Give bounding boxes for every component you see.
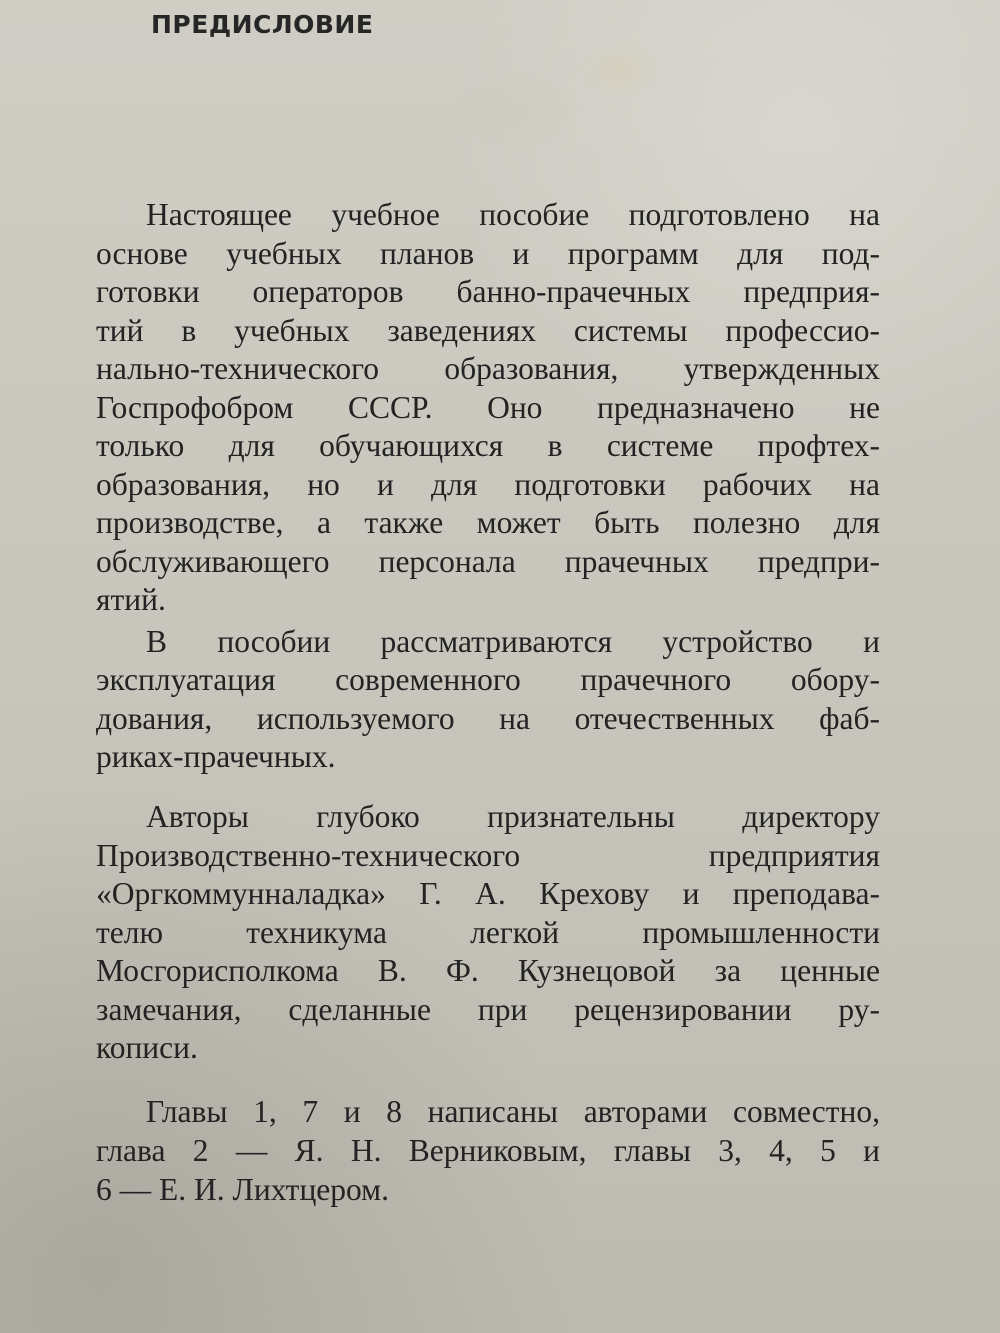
text-line: кописи. [96, 1030, 198, 1065]
text-line: замечания, сделанные при рецензировании ру- [96, 992, 880, 1027]
text-line: готовки операторов банно-прачечных предприя- [96, 274, 880, 309]
text-line: Авторы глубоко признательны директору [146, 799, 880, 834]
text-line: обслуживающего персонала прачечных предпри- [96, 544, 880, 579]
page-heading: ПРЕДИСЛОВИЕ [151, 10, 374, 39]
text-line: дования, используемого на отечественных фаб- [96, 701, 880, 736]
text-line: Главы 1, 7 и 8 написаны авторами совместно, [146, 1094, 880, 1129]
text-line: производстве, а также может быть полезно для [96, 505, 880, 540]
text-line: нально-технического образования, утвержденных [96, 351, 880, 386]
text-line: Настоящее учебное пособие подготовлено на [146, 197, 880, 232]
text-line: эксплуатация современного прачечного обору- [96, 662, 880, 697]
text-line: «Оргкоммунналадка» Г. А. Крехову и преподава- [96, 876, 880, 911]
text-line: телю техникума легкой промышленности [96, 915, 880, 950]
text-line: основе учебных планов и программ для под- [96, 236, 880, 271]
text-line: Госпрофобром СССР. Оно предназначено не [96, 390, 880, 425]
text-line: только для обучающихся в системе профтех- [96, 428, 880, 463]
text-line: 6 — Е. И. Лихтцером. [96, 1172, 389, 1207]
text-line: В пособии рассматриваются устройство и [146, 624, 880, 659]
text-line: тий в учебных заведениях системы профессио- [96, 313, 880, 348]
text-line: образования, но и для подготовки рабочих на [96, 467, 880, 502]
text-line: Мосгорисполкома В. Ф. Кузнецовой за ценные [96, 953, 880, 988]
text-line: Производственно-технического предприятия [96, 838, 880, 873]
text-line: глава 2 — Я. Н. Верниковым, главы 3, 4, 5 и [96, 1133, 880, 1168]
text-line: риках-прачечных. [96, 739, 336, 774]
text-line: ятий. [96, 582, 166, 617]
